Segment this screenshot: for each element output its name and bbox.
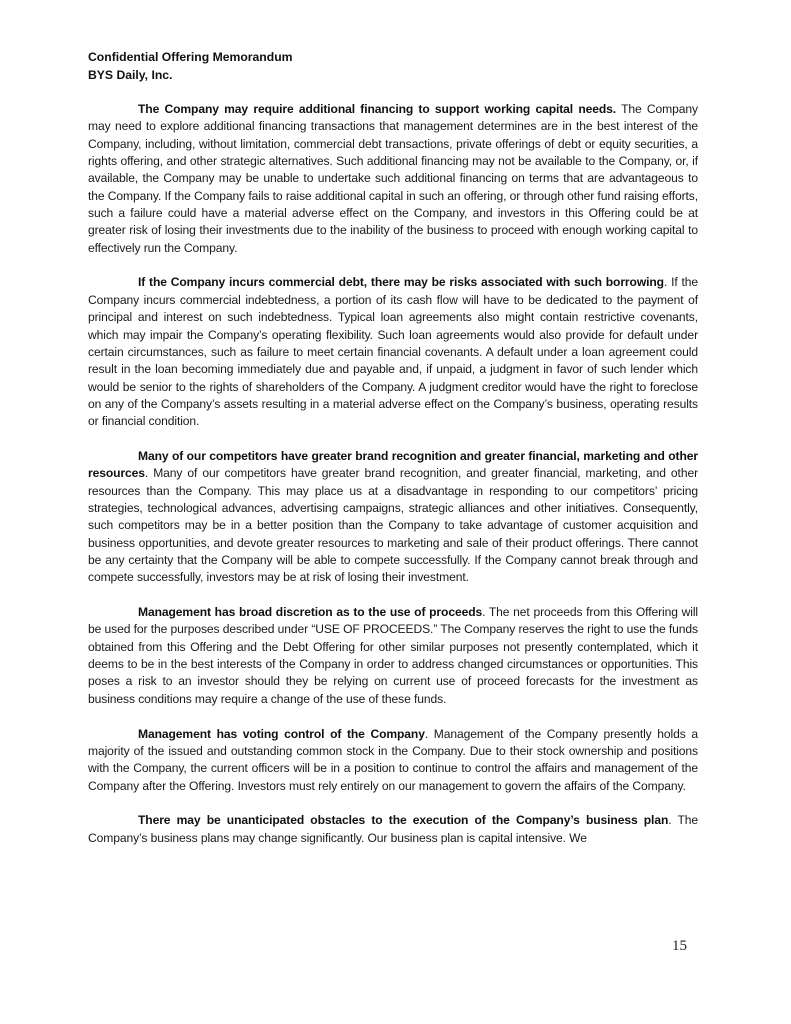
header-title: Confidential Offering Memorandum xyxy=(88,50,293,64)
risk-factor-paragraph xyxy=(88,448,698,587)
risk-factor-text: . Many of our competitors have greater brand recognition, and greater financial, marketing, and other resources than the Company. This may place us at a disadvantage in responding to our competitors’ pricing strategies, technological advances, advertising campaigns, strategic alliances and other initiatives. Consequently, such competitors may be in a better position than the Company to take advantage of customer acquisition and business opportunities, and devote greater resources to marketing and sale of their product offerings. There cannot be any certainty that the Company will be able to compete successfully. If the Company cannot break through and compete successfully, investors may be at risk of losing their investment. xyxy=(88,466,698,585)
risk-factor-heading: Many of our competitors have greater brand recognition and greater financial, marketing and other resources xyxy=(88,448,698,481)
risk-factor-paragraph xyxy=(88,726,698,795)
risk-factor-heading: Management has broad discretion as to the use of proceeds xyxy=(138,605,483,620)
risk-factor-paragraph xyxy=(88,604,698,708)
risk-factor-heading: If the Company incurs commercial debt, there may be risks associated with such borrowing xyxy=(138,275,664,290)
header-company: BYS Daily, Inc. xyxy=(88,68,173,82)
risk-factor-paragraph xyxy=(88,812,698,847)
risk-factor-text: The Company may need to explore additional financing transactions that management determines are in the best interest of the Company, including, without limitation, commercial debt transactions, private offerings of debt or equity securities, a rights offering, and other strategic alternatives. Such additional financing may not be available to the Company, or, if available, the Company may be unable to undertake such additional financing on terms that are advantageous to the Company. If the Company fails to raise additional capital in such an offering, or through other fund raising efforts, such a failure could have a material adverse effect on the Company, and investors in this Offering could be at greater risk of losing their investments due to the inability of the business to proceed with enough working capital to effectively run the Company. xyxy=(88,102,698,255)
risk-factor-text: . The net proceeds from this Offering will be used for the purposes described under “USE OF PROCEEDS.” The Company reserves the right to use the funds obtained from this Offering and the Debt Offering for other similar purposes not presently contemplated, which it deems to be in the best interests of the Company in order to address changed circumstances or opportunities. This poses a risk to an investor should they be relying on current use of proceed forecasts for the investment as business conditions may require a change of the use of these funds. xyxy=(88,605,698,706)
risk-factor-heading: The Company may require additional financing to support working capital needs. xyxy=(138,102,617,116)
risk-factor-text: . The Company’s business plans may change significantly. Our business plan is capital intensive. We xyxy=(88,813,698,845)
risk-factor-paragraph xyxy=(88,101,698,257)
risk-factor-heading: Management has voting control of the Company xyxy=(138,726,425,741)
document-body xyxy=(88,101,698,864)
risk-factor-text: . Management of the Company presently holds a majority of the issued and outstanding common stock in the Company. Due to their stock ownership and positions with the Company, the current officers will be in a position to continue to control the affairs and management of the Company after the Offering. Investors must rely entirely on our management to govern the affairs of the Company. xyxy=(88,726,698,793)
document-header xyxy=(88,48,292,84)
risk-factor-text: . If the Company incurs commercial indebtedness, a portion of its cash flow will have to be dedicated to the payment of principal and interest on such indebtedness. Typical loan agreements also might contain restrictive covenants, which may impair the Company’s operating flexibility. Such loan agreements would also provide for default under certain circumstances, such as failure to meet certain financial covenants. A default under a loan agreement could result in the loan becoming immediately due and payable and, if unpaid, a judgment in favor of such lender which would be senior to the rights of shareholders of the Company. A judgment creditor would have the right to foreclose on any of the Company’s assets resulting in a material adverse effect on the Company’s business, operating results or financial condition. xyxy=(88,275,698,429)
page-number: 15 xyxy=(672,938,687,954)
risk-factor-heading: There may be unanticipated obstacles to the execution of the Company’s business plan xyxy=(138,813,669,828)
risk-factor-paragraph xyxy=(88,274,698,430)
